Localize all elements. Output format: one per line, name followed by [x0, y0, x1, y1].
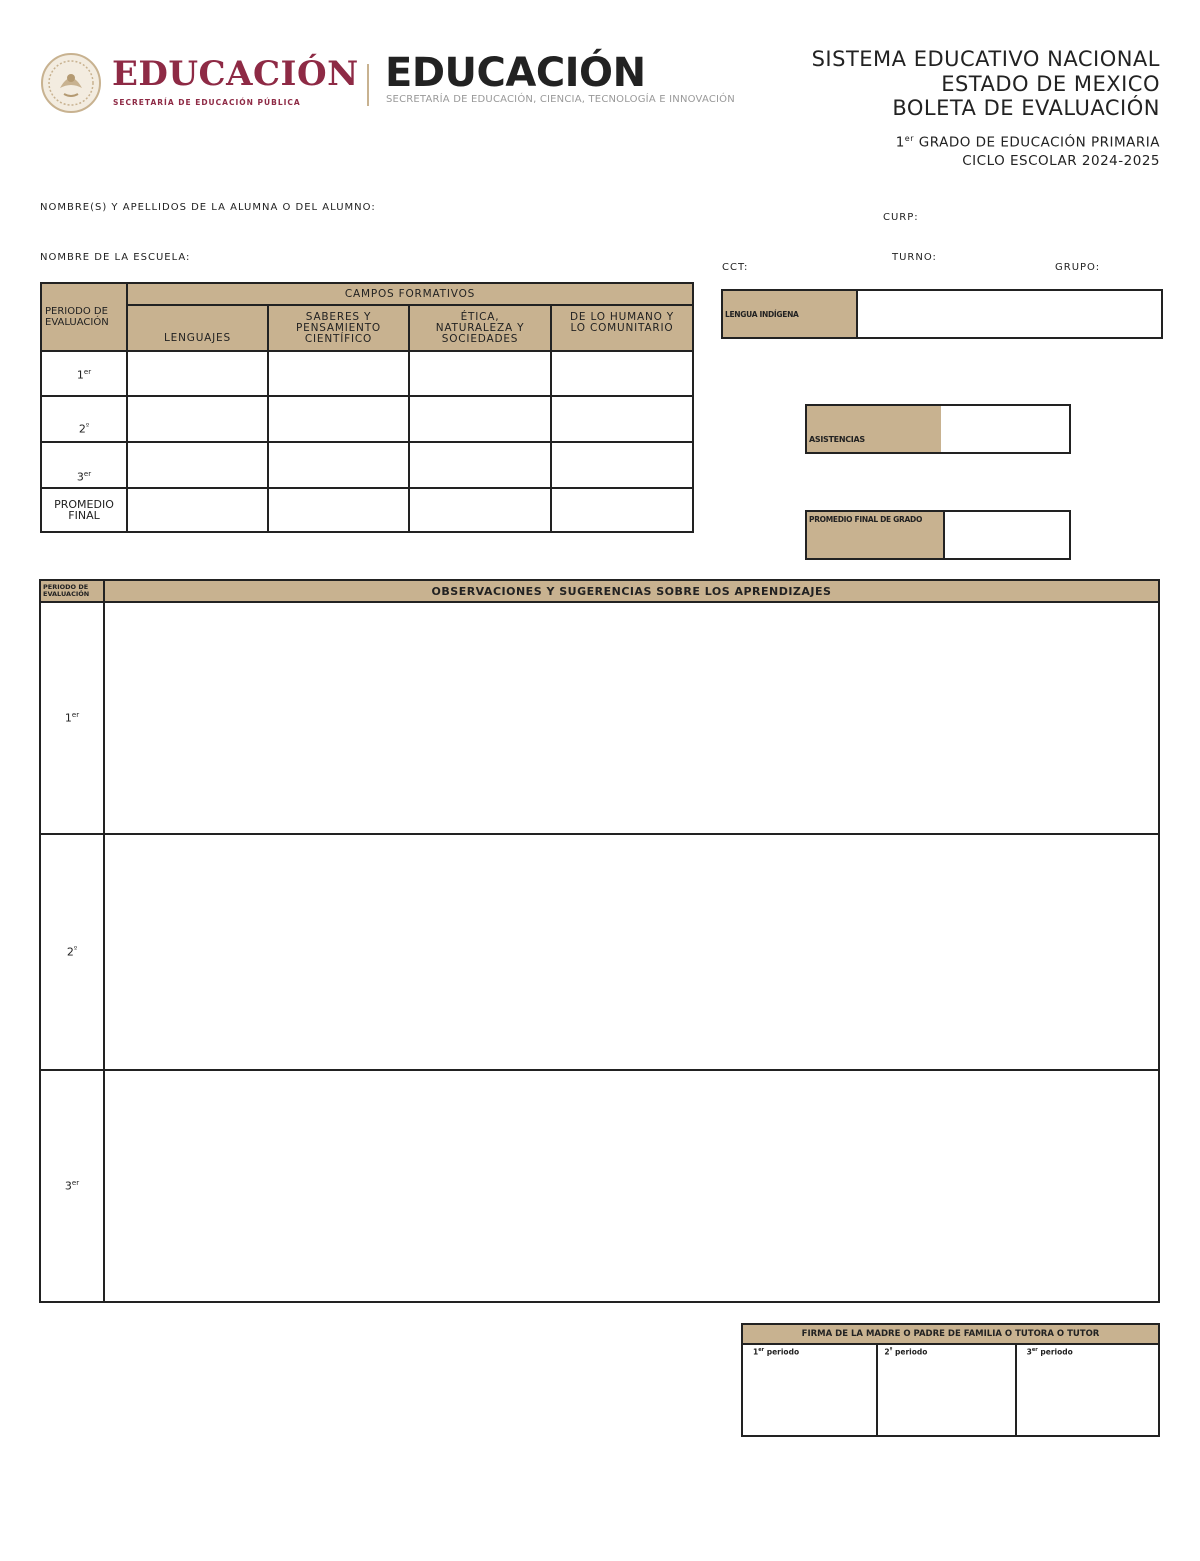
sig-3-text: periodo [1040, 1347, 1073, 1357]
promedio-final-label: PROMEDIO FINAL DE GRADO [807, 512, 943, 558]
asistencias-label: ASISTENCIAS [807, 406, 941, 452]
signature-title: FIRMA DE LA MADRE O PADRE DE FAMILIA O TUTORA O TUTOR [742, 1324, 1159, 1344]
lengua-indigena-value[interactable] [856, 291, 1161, 337]
lengua-indigena-box [721, 289, 1163, 339]
period-2-label [41, 396, 127, 442]
obs-period-3-sup: er [71, 1179, 80, 1188]
obs-title: OBSERVACIONES Y SUGERENCIAS SOBRE LOS APRENDIZAJES [104, 580, 1159, 602]
grade-cell[interactable] [268, 488, 409, 532]
state-logo [385, 50, 785, 110]
col-humano: DE LO HUMANO Y LO COMUNITARIO [551, 305, 693, 351]
grade-cell[interactable] [551, 396, 693, 442]
grade-cell[interactable] [268, 442, 409, 488]
obs-period-3-num: 3 [64, 1179, 72, 1193]
grade-cell[interactable] [551, 442, 693, 488]
grade-line [896, 134, 1160, 151]
state-logo-title: EDUCACIÓN [385, 50, 646, 96]
school-name-label: NOMBRE DE LA ESCUELA: [40, 252, 191, 263]
grade-sup: er [904, 134, 914, 143]
obs-period-header: PERIODO DE EVALUACIÓN [40, 580, 104, 602]
promedio-final-box [805, 510, 1071, 560]
obs-period-2-sup: º [73, 945, 78, 954]
obs-period-3 [40, 1070, 104, 1302]
obs-text-area[interactable] [104, 602, 1159, 834]
state-logo-subtitle: SECRETARÍA DE EDUCACIÓN, CIENCIA, TECNOLOGÍA E INNOVACIÓN [386, 94, 735, 105]
grade-cell[interactable] [127, 442, 268, 488]
obs-text-area[interactable] [104, 834, 1159, 1070]
obs-period-1 [40, 602, 104, 834]
period-1-num: 1 [76, 368, 84, 382]
period-1-sup: er [83, 367, 92, 376]
logo-separator [367, 64, 369, 106]
grade-cell[interactable] [409, 351, 551, 396]
header-line-2: ESTADO DE MEXICO [941, 72, 1160, 96]
obs-period-1-sup: er [71, 711, 80, 720]
signature-period-2[interactable] [877, 1344, 1015, 1436]
curp-label: CURP: [883, 212, 919, 223]
sep-logo [40, 52, 360, 116]
grade-cell[interactable] [409, 396, 551, 442]
student-name-label: NOMBRE(S) Y APELLIDOS DE LA ALUMNA O DEL ALUMNO: [40, 202, 376, 213]
grade-cell[interactable] [127, 396, 268, 442]
sig-3-num: 3 [1026, 1347, 1032, 1357]
sig-2-sup: º [889, 1347, 893, 1353]
header-line-1: SISTEMA EDUCATIVO NACIONAL [811, 47, 1160, 71]
grade-cell[interactable] [127, 488, 268, 532]
final-average-label: PROMEDIO FINAL [41, 488, 127, 532]
sig-1-sup: er [758, 1347, 765, 1353]
obs-period-2-num: 2 [66, 945, 74, 959]
obs-text-area[interactable] [104, 1070, 1159, 1302]
grade-cell[interactable] [268, 396, 409, 442]
signature-period-1[interactable] [742, 1344, 877, 1436]
period-3-label [41, 442, 127, 488]
asistencias-value[interactable] [941, 406, 1069, 452]
sep-logo-subtitle: SECRETARÍA DE EDUCACIÓN PÚBLICA [113, 98, 301, 107]
period-header: PERIODO DE EVALUACIÓN [41, 283, 127, 351]
asistencias-box [805, 404, 1071, 454]
sig-1-text: periodo [766, 1347, 800, 1357]
signature-period-3[interactable] [1016, 1344, 1159, 1436]
document-title: BOLETA DE EVALUACIÓN [892, 96, 1160, 120]
grade-cell[interactable] [551, 351, 693, 396]
mexico-seal-icon [40, 52, 102, 114]
grade-cell[interactable] [551, 488, 693, 532]
grades-table [40, 282, 694, 533]
signature-table [741, 1323, 1160, 1437]
obs-period-1-num: 1 [64, 711, 72, 725]
sig-2-text: periodo [895, 1347, 928, 1357]
grade-cell[interactable] [409, 442, 551, 488]
sep-logo-title: EDUCACIÓN [112, 54, 359, 94]
period-1-label [41, 351, 127, 396]
grade-cell[interactable] [268, 351, 409, 396]
school-cycle: CICLO ESCOLAR 2024-2025 [962, 153, 1160, 169]
sig-1-num: 1 [753, 1347, 759, 1357]
cct-label: CCT: [722, 262, 749, 273]
grupo-label: GRUPO: [1055, 262, 1101, 273]
period-2-sup: º [85, 422, 90, 431]
lengua-indigena-label: LENGUA INDÍGENA [723, 291, 856, 337]
campos-formativos-header: CAMPOS FORMATIVOS [127, 283, 693, 305]
turno-label: TURNO: [892, 252, 937, 263]
col-etica: ÉTICA, NATURALEZA Y SOCIEDADES [409, 305, 551, 351]
sig-2-num: 2 [884, 1347, 890, 1357]
col-lenguajes: LENGUAJES [127, 305, 268, 351]
col-saberes: SABERES Y PENSAMIENTO CIENTÍFICO [268, 305, 409, 351]
grade-number: 1 [895, 134, 905, 151]
period-2-num: 2 [78, 423, 86, 436]
period-3-num: 3 [76, 471, 84, 484]
promedio-final-value[interactable] [943, 512, 1069, 558]
grade-cell[interactable] [409, 488, 551, 532]
period-3-sup: er [83, 470, 92, 479]
grade-cell[interactable] [127, 351, 268, 396]
grade-text: GRADO DE EDUCACIÓN PRIMARIA [918, 134, 1160, 151]
obs-period-2 [40, 834, 104, 1070]
sig-3-sup: er [1031, 1347, 1038, 1353]
observations-table [39, 579, 1160, 1303]
